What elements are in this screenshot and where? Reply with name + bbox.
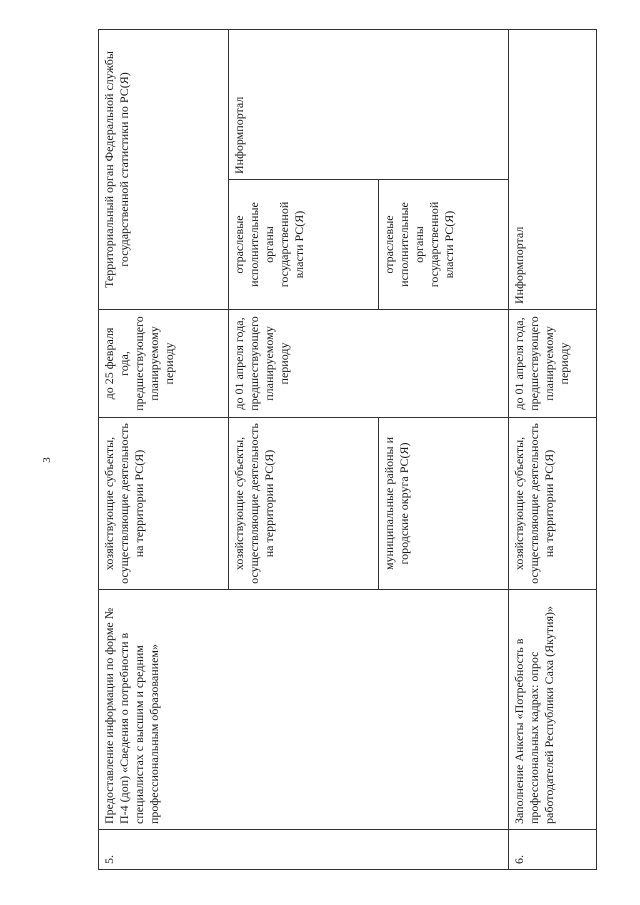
row-number-cell: 6. [509, 830, 597, 870]
subjects-cell: хозяйствующие субъекты, осуществляющие деятельность на территории РС(Я) [229, 418, 379, 590]
deadline-cell: до 25 февраля года, предшествующего планируемому периоду [99, 310, 229, 418]
rotated-table-wrapper [98, 30, 596, 870]
recipient-cell: Территориальный орган Федеральной службы государственной статистики по РС(Я) [99, 30, 229, 310]
requirements-table [98, 29, 597, 870]
deadline-cell: до 01 апреля года, предшествующего планируемому периоду [229, 310, 509, 418]
row-name-cell: Предоставление информации по форме № П-4 (доп) «Сведения о потребности в специалистах с высшим и средним профессиональным образованием» [99, 590, 509, 830]
row-name-cell: Заполнение Анкеты «Потребность в профессиональных кадрах: опрос работодателей Республики Саха (Якутия)» [509, 590, 597, 830]
channel-cell: Информпортал [229, 30, 509, 180]
page-number: 3 [40, 457, 53, 463]
table-row [509, 30, 597, 870]
recipient-cell: отраслевые исполнительные органы государственной власти РС(Я) [229, 180, 379, 310]
subjects-cell: хозяйствующие субъекты, осуществляющие деятельность на территории РС(Я) [509, 418, 597, 590]
deadline-cell: до 01 апреля года, предшествующего планируемому периоду [509, 310, 597, 418]
channel-cell: Информпортал [509, 30, 597, 310]
table-row [99, 30, 229, 870]
recipient-cell: отраслевые исполнительные органы государственной власти РС(Я) [379, 180, 509, 310]
subjects-cell: хозяйствующие субъекты, осуществляющие деятельность на территории РС(Я) [99, 418, 229, 590]
row-number-cell: 5. [99, 830, 509, 870]
subjects-cell: муниципальные районы и городские округа РС(Я) [379, 418, 509, 590]
